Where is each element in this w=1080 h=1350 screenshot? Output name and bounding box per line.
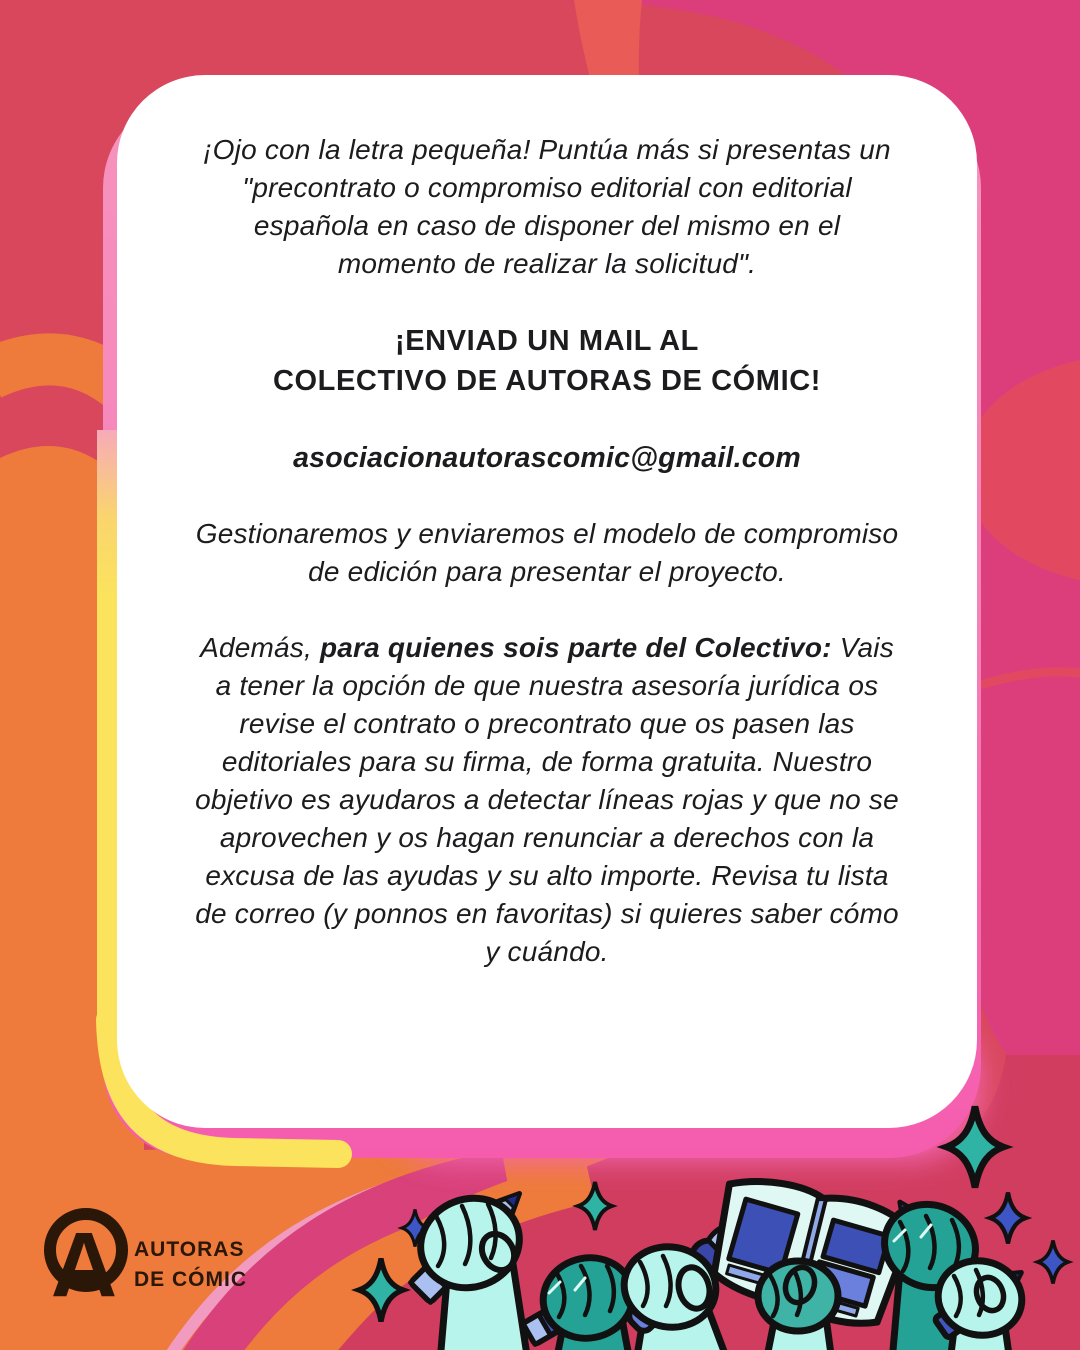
cta-heading-line2: COLECTIVO DE AUTORAS DE CÓMIC! — [272, 365, 822, 397]
logo-wordmark-line2: DE CÓMIC — [134, 1268, 247, 1291]
paragraph-gestion: Gestionaremos y enviaremos el modelo de compromiso de edición para presentar el proyecto. — [195, 518, 899, 587]
paragraph-colectivo-prefix: Además, — [200, 632, 320, 663]
email-address: asociacionautorascomic@gmail.com — [293, 442, 801, 474]
paragraph-colectivo — [193, 629, 901, 971]
cta-heading-line1: ¡ENVIAD UN MAIL AL — [394, 325, 699, 357]
text-card — [117, 75, 977, 1128]
paragraph-small-print: ¡Ojo con la letra pequeña! Puntúa más si presentas un "precontrato o compromiso editorial con editorial española en caso de disponer del mismo en el momento de realizar la solicitud". — [203, 134, 891, 279]
paragraph-colectivo-bold: para quienes sois parte del Colectivo: — [319, 632, 832, 663]
cta-heading — [193, 321, 901, 401]
paragraph-colectivo-rest: Vais a tener la opción de que nuestra asesoría jurídica os revise el contrato o precontrato que os pasen las editoriales para su firma, de forma gratuita. Nuestro objetivo es ayudaros a detectar líneas rojas y que no se aprovechen y os hagan renunciar a derechos con la excusa de las ayudas y su alto importe. Revisa tu lista de correo (y ponnos en favoritas) si quieres saber cómo y cuándo. — [195, 632, 899, 967]
logo-wordmark-line1: AUTORAS — [134, 1238, 245, 1261]
logo-monogram-icon: A — [50, 1214, 118, 1316]
